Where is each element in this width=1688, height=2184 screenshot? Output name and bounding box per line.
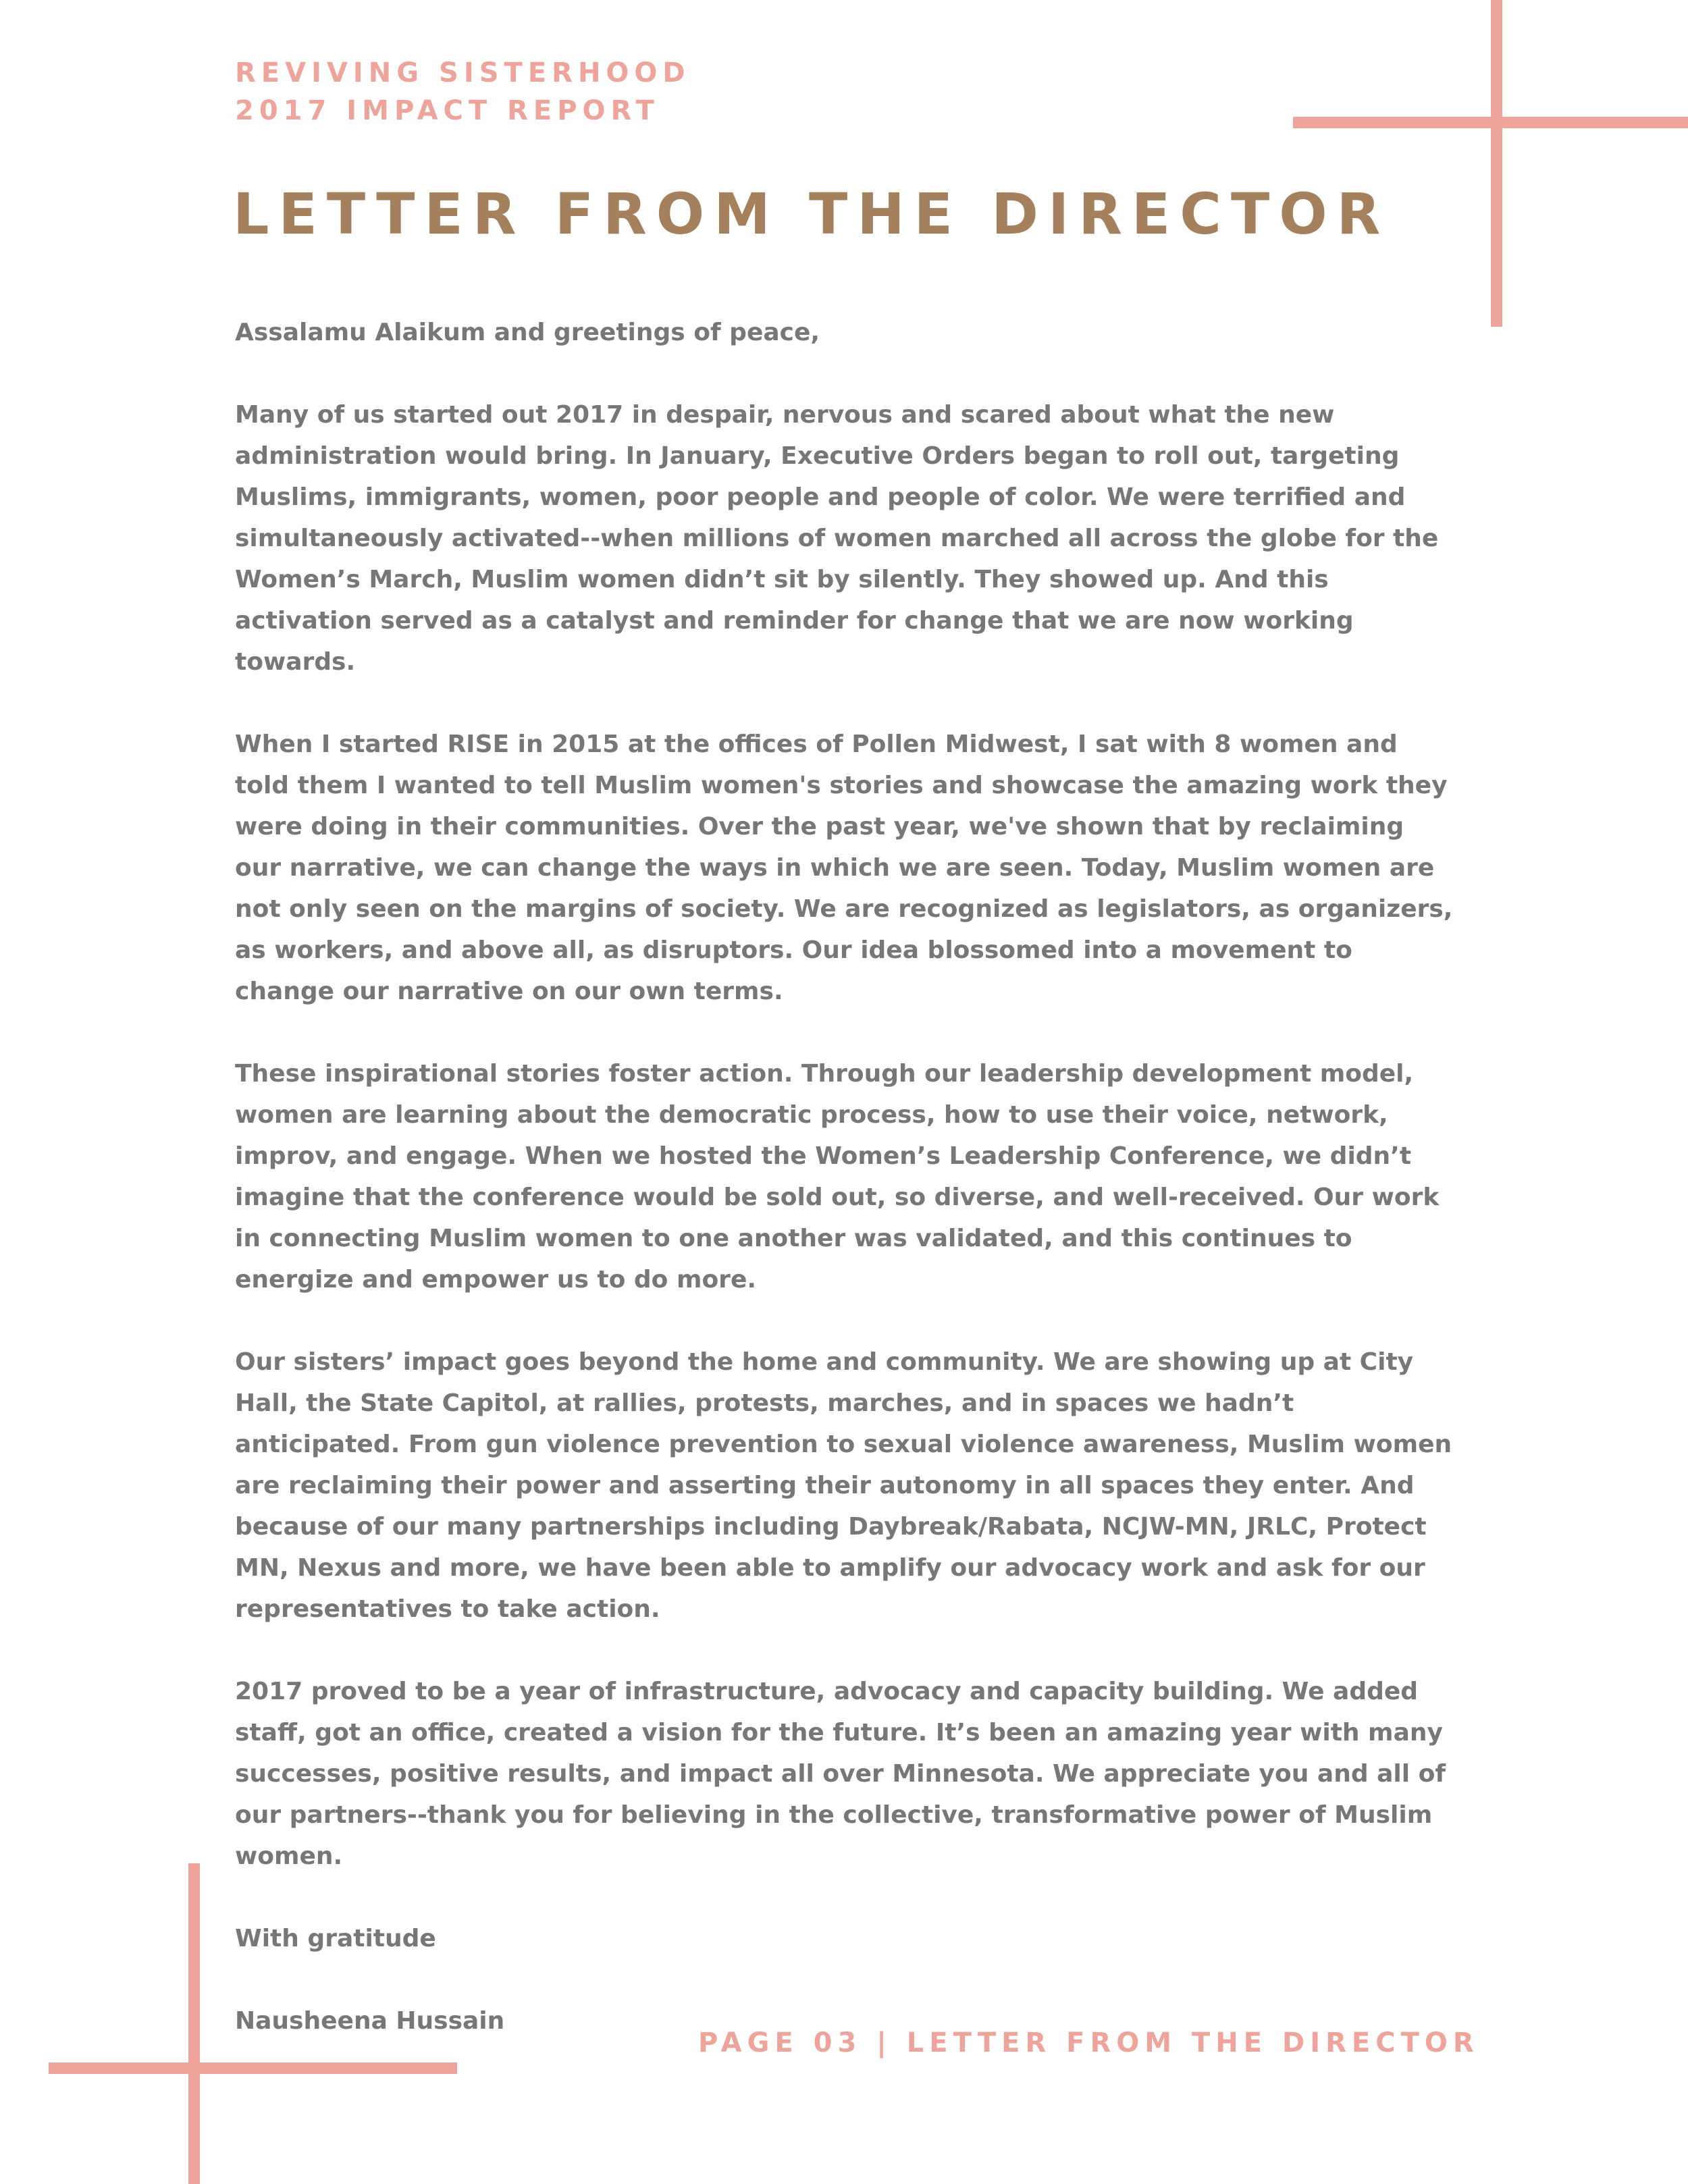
letter-paragraph: Our sisters’ impact goes beyond the home and community. We are showing up at City Hall, the State Capitol, at rallies, protests, marches, and in spaces we hadn’t anticipated. From gun violence prevention to sexual violence awareness, Muslim women are reclaiming their power and asserting their autonomy in all spaces they enter. And because of our many partnerships including Daybreak/Rabata, NCJW-MN, JRLC, Protect MN, Nexus and more, we have been able to amplify our advocacy work and ask for our representatives to take action. <box>235 1348 1452 1623</box>
letter-paragraph: When I started RISE in 2015 at the offices of Pollen Midwest, I sat with 8 women and told them I wanted to tell Muslim women's stories and showcase the amazing work they were doing in their communities. Over the past year, we've shown that by reclaiming our narrative, we can change the ways in which we are seen. Today, Muslim women are not only seen on the margins of society. We are recognized as legislators, as organizers, as workers, and above all, as disruptors. Our idea blossomed into a movement to change our narrative on our own terms. <box>235 730 1453 1005</box>
page-footer: PAGE 03 | LETTER FROM THE DIRECTOR <box>698 2027 1479 2058</box>
letter-paragraph: 2017 proved to be a year of infrastructure, advocacy and capacity building. We added staff, got an office, created a vision for the future. It’s been an amazing year with many successes, positive results, and impact all over Minnesota. We appreciate you and all of our partners--thank you for believing in the collective, transformative power of Muslim women. <box>235 1678 1446 1870</box>
decorative-horizontal-line-bottom <box>49 2062 457 2074</box>
page-title: LETTER FROM THE DIRECTOR <box>233 181 1390 247</box>
letter-paragraph: Many of us started out 2017 in despair, nervous and scared about what the new administration would bring. In January, Executive Orders began to roll out, targeting Muslims, immigrants, women, poor people and people of color. We were terrified and simultaneously activated--when millions of women marched all across the globe for the Women’s March, Muslim women didn’t sit by silently. They showed up. And this activation served as a catalyst and reminder for change that we are now working towards. <box>235 401 1439 676</box>
letter-greeting: Assalamu Alaikum and greetings of peace, <box>235 319 820 346</box>
letter-signature: Nausheena Hussain <box>235 2007 505 2035</box>
organization-name: REVIVING SISTERHOOD <box>235 57 691 88</box>
report-header <box>235 54 691 130</box>
report-name: 2017 IMPACT REPORT <box>235 95 660 126</box>
decorative-vertical-line-top <box>1491 0 1502 327</box>
letter-paragraph: These inspirational stories foster action. Through our leadership development model, women are learning about the democratic process, how to use their voice, network, improv, and engage. When we hosted the Women’s Leadership Conference, we didn’t imagine that the conference would be sold out, so diverse, and well-received. Our work in connecting Muslim women to one another was validated, and this continues to energize and empower us to do more. <box>235 1060 1440 1294</box>
letter-body <box>235 312 1457 2042</box>
decorative-horizontal-line-top <box>1293 117 1688 128</box>
letter-closing: With gratitude <box>235 1925 436 1952</box>
decorative-vertical-line-bottom <box>188 1863 200 2184</box>
